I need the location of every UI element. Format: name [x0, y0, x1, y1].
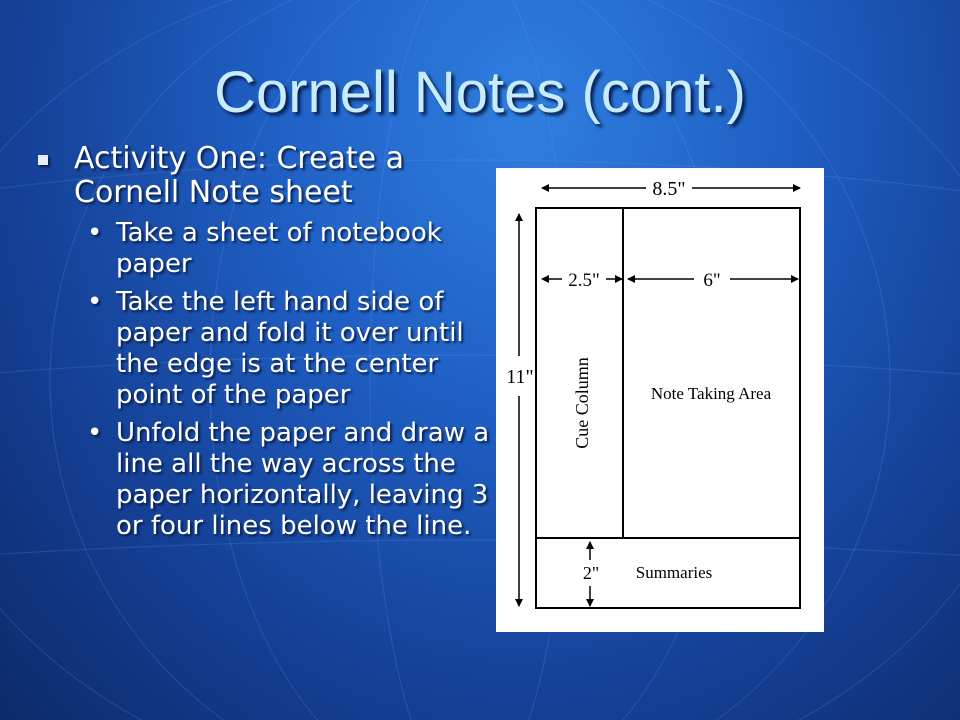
bullet-item	[36, 142, 496, 210]
subbullet-item	[36, 287, 496, 411]
square-bullet-icon	[38, 155, 48, 165]
cue-width-label: 2.5"	[568, 270, 600, 291]
subbullet-text: Unfold the paper and draw a line all the way across the paper horizontally, leaving 3 or four lines below the line.	[116, 418, 490, 541]
dot-bullet-icon: •	[87, 418, 103, 448]
bullet-list	[36, 142, 496, 542]
note-taking-area-label: Note Taking Area	[650, 384, 772, 403]
cornell-diagram-svg	[496, 168, 824, 632]
summary-height-label: 2"	[582, 563, 600, 583]
dot-bullet-icon: •	[87, 287, 103, 317]
note-width-label: 6"	[703, 270, 721, 291]
dot-bullet-icon: •	[87, 218, 103, 248]
subbullet-item	[36, 218, 496, 280]
summaries-label: Summaries	[635, 563, 713, 582]
bullet-text: Activity One: Create a Cornell Note sheet	[74, 141, 405, 210]
cue-column-label: Cue Column	[572, 357, 592, 449]
subbullet-text: Take the left hand side of paper and fold it over until the edge is at the center point of the paper	[116, 287, 464, 410]
cornell-diagram	[496, 168, 824, 632]
subbullet-item	[36, 418, 496, 542]
height-label: 11"	[506, 366, 534, 388]
slide-title: Cornell Notes (cont.)	[214, 60, 746, 125]
width-label: 8.5"	[652, 178, 686, 200]
subbullet-text: Take a sheet of notebook paper	[116, 218, 442, 279]
